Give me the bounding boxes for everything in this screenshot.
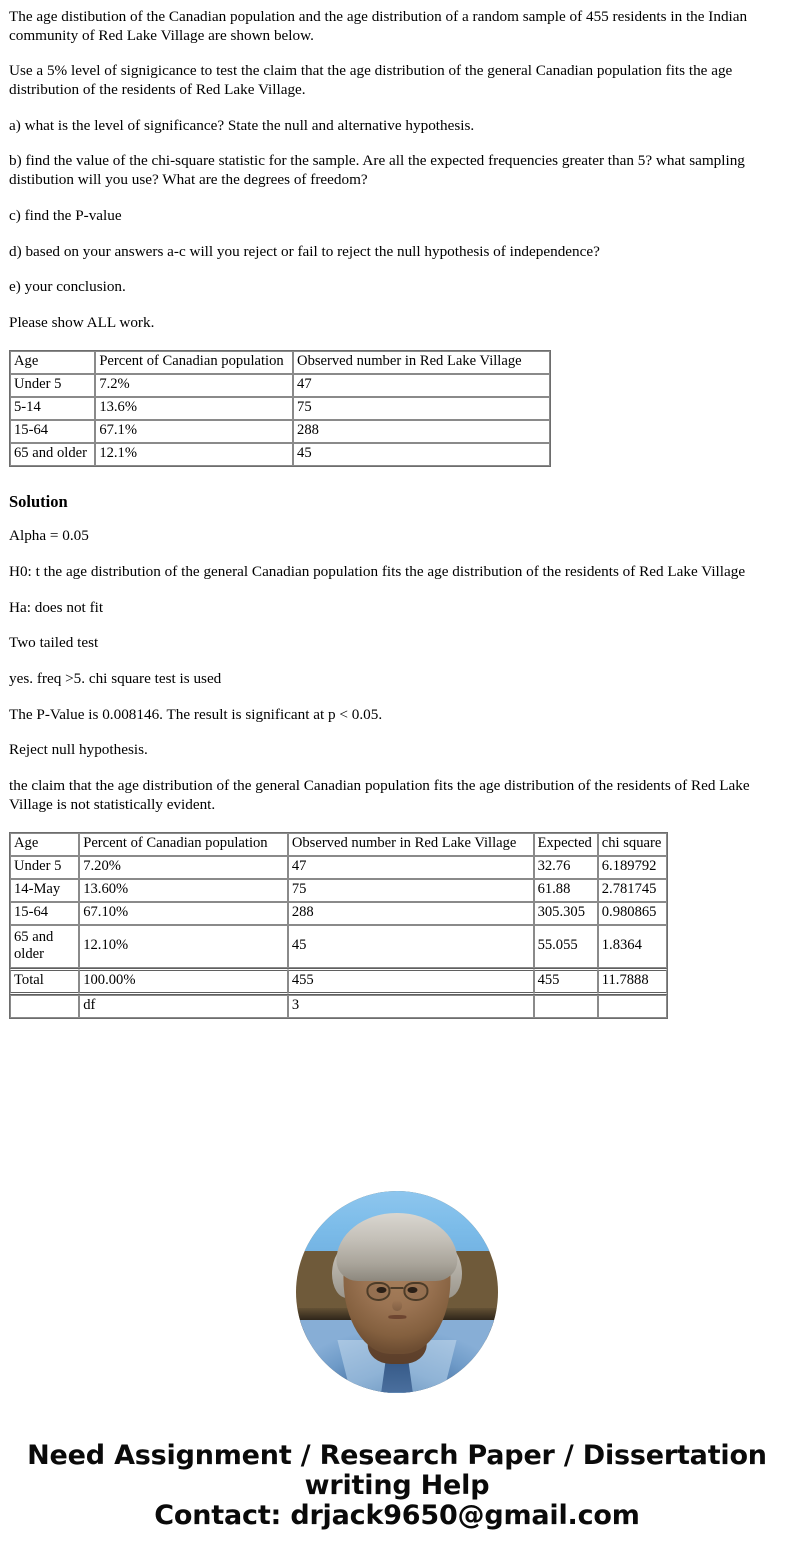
solution-p-value: The P-Value is 0.008146. The result is significant at p < 0.05. bbox=[9, 705, 383, 723]
cell-expected: 32.76 bbox=[534, 856, 598, 879]
table-df-row bbox=[10, 995, 667, 1018]
cell-age: 5-14 bbox=[10, 397, 95, 420]
cell-observed: 47 bbox=[293, 374, 550, 397]
table-row bbox=[10, 374, 550, 397]
question-paragraph-a: a) what is the level of significance? State the null and alternative hypothesis. bbox=[9, 116, 475, 134]
cell-expected: 305.305 bbox=[534, 902, 598, 925]
glasses-bridge bbox=[391, 1287, 403, 1290]
solution-test-type: Two tailed test bbox=[9, 634, 99, 652]
table-row bbox=[10, 856, 667, 879]
photo-eye-right bbox=[408, 1287, 418, 1293]
question-paragraph-c: c) find the P-value bbox=[9, 206, 122, 224]
cell-age: 14-May bbox=[10, 879, 79, 902]
cell-percent: 7.2% bbox=[95, 374, 293, 397]
chi-square-table bbox=[9, 832, 668, 1019]
cell-observed: 75 bbox=[288, 879, 534, 902]
column-header-percent: Percent of Canadian population bbox=[95, 351, 293, 374]
cell-age: 65 and older bbox=[10, 443, 95, 466]
table-row bbox=[10, 902, 667, 925]
cell-expected-total: 455 bbox=[534, 968, 598, 995]
column-header-age: Age bbox=[10, 833, 79, 856]
column-header-observed: Observed number in Red Lake Village bbox=[293, 351, 550, 374]
cell-expected: 55.055 bbox=[534, 925, 598, 968]
solution-alt-hypothesis: Ha: does not fit bbox=[9, 598, 104, 616]
cell-chi-square: 0.980865 bbox=[598, 902, 667, 925]
column-header-observed: Observed number in Red Lake Village bbox=[288, 833, 534, 856]
column-header-expected: Expected bbox=[534, 833, 598, 856]
cell-observed: 45 bbox=[288, 925, 534, 968]
table-row bbox=[10, 879, 667, 902]
question-paragraph-e: e) your conclusion. bbox=[9, 278, 126, 296]
cell-chi-square: 6.189792 bbox=[598, 856, 667, 879]
solution-frequency-note: yes. freq >5. chi square test is used bbox=[9, 670, 222, 688]
question-paragraph-b: b) find the value of the chi-square statistic for the sample. Are all the expected frequencies greater than 5? what sampling distibution will you use? What are the degrees of freedom? bbox=[9, 152, 745, 189]
cell-percent: 67.10% bbox=[79, 902, 288, 925]
cell-percent-total: 100.00% bbox=[79, 968, 288, 995]
photo-eye-left bbox=[377, 1287, 387, 1293]
cell-age-total: Total bbox=[10, 968, 79, 995]
cell-df-value: 3 bbox=[288, 995, 534, 1018]
cell-age: Under 5 bbox=[10, 374, 95, 397]
promo-headline-line-1: Need Assignment / Research Paper / Dissertation bbox=[27, 1439, 767, 1471]
cell-age: 15-64 bbox=[10, 902, 79, 925]
glasses-icon bbox=[366, 1282, 428, 1301]
avatar-container bbox=[9, 1191, 785, 1393]
column-header-chi-square: chi square bbox=[598, 833, 667, 856]
avatar bbox=[296, 1191, 498, 1393]
age-distribution-table-block bbox=[9, 350, 785, 467]
cell-observed: 288 bbox=[288, 902, 534, 925]
cell-percent: 13.6% bbox=[95, 397, 293, 420]
solution-null-hypothesis: H0: t the age distribution of the general Canadian population fits the age distribution of the residents of Red Lake Village bbox=[9, 563, 746, 581]
solution-conclusion: the claim that the age distribution of the general Canadian population fits the age distribution of the residents of Red Lake Village is not statistically evident. bbox=[9, 777, 750, 813]
table-row bbox=[10, 925, 667, 968]
solution-heading: Solution bbox=[9, 491, 68, 511]
cell-empty bbox=[598, 995, 667, 1018]
question-paragraph-d: d) based on your answers a-c will you reject or fail to reject the null hypothesis of independence? bbox=[9, 242, 600, 260]
solution-decision: Reject null hypothesis. bbox=[9, 741, 148, 759]
cell-age: Under 5 bbox=[10, 856, 79, 879]
table-header-row bbox=[10, 351, 550, 374]
chi-square-table-block bbox=[9, 832, 785, 1019]
question-paragraph-1: The age distibution of the Canadian population and the age distribution of a random sample of 455 residents in the Indian community of Red Lake Village are shown below. bbox=[9, 8, 748, 44]
cell-empty bbox=[10, 995, 79, 1018]
cell-chi-square: 1.8364 bbox=[598, 925, 667, 968]
cell-df-label: df bbox=[79, 995, 288, 1018]
table-row bbox=[10, 397, 550, 420]
solution-alpha: Alpha = 0.05 bbox=[9, 527, 89, 545]
cell-observed-total: 455 bbox=[288, 968, 534, 995]
question-paragraph-show-work: Please show ALL work. bbox=[9, 313, 155, 331]
table-row bbox=[10, 420, 550, 443]
cell-percent: 12.10% bbox=[79, 925, 288, 968]
cell-empty bbox=[534, 995, 598, 1018]
column-header-percent: Percent of Canadian population bbox=[79, 833, 288, 856]
cell-observed: 45 bbox=[293, 443, 550, 466]
age-distribution-table bbox=[9, 350, 551, 467]
promo-headline-line-2: writing Help bbox=[304, 1469, 490, 1501]
cell-chi-square: 2.781745 bbox=[598, 879, 667, 902]
promo-contact-email: Contact: drjack9650@gmail.com bbox=[154, 1500, 640, 1532]
photo-nose bbox=[392, 1300, 403, 1312]
table-row bbox=[10, 443, 550, 466]
cell-age: 65 and older bbox=[10, 925, 79, 968]
cell-percent: 7.20% bbox=[79, 856, 288, 879]
table-header-row bbox=[10, 833, 667, 856]
cell-expected: 61.88 bbox=[534, 879, 598, 902]
question-paragraph-2: Use a 5% level of signigicance to test the claim that the age distribution of the general Canadian population fits the age distribution of the residents of Red Lake Village. bbox=[9, 62, 733, 99]
cell-observed: 47 bbox=[288, 856, 534, 879]
column-header-age: Age bbox=[10, 351, 95, 374]
promo-footer bbox=[9, 1441, 785, 1551]
cell-chi-square-total: 11.7888 bbox=[598, 968, 667, 995]
cell-observed: 75 bbox=[293, 397, 550, 420]
cell-age: 15-64 bbox=[10, 420, 95, 443]
photo-mouth bbox=[388, 1315, 406, 1318]
cell-percent: 12.1% bbox=[95, 443, 293, 466]
spacer bbox=[9, 467, 785, 492]
cell-percent: 67.1% bbox=[95, 420, 293, 443]
table-total-row bbox=[10, 968, 667, 995]
cell-percent: 13.60% bbox=[79, 879, 288, 902]
cell-observed: 288 bbox=[293, 420, 550, 443]
